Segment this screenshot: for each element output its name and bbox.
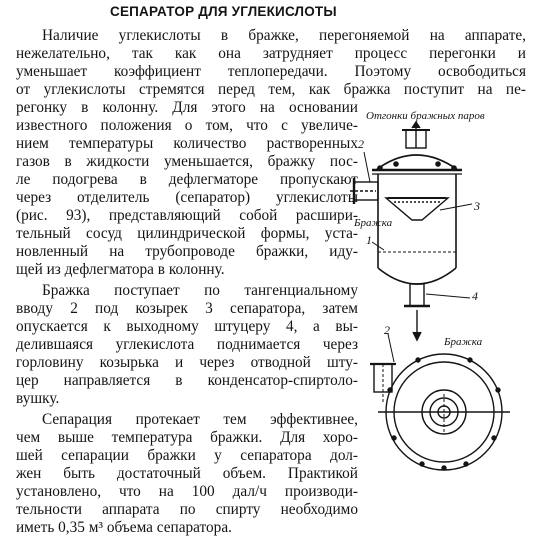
para1-line-2: нежелательно, так как она затрудняет процесс перегонки и [16,45,526,62]
callout-4: 4 [472,289,478,303]
para1-line-1: Наличие углекислоты в бражке, перегоняемой на аппарате, [42,27,526,44]
callout-1: 1 [366,233,372,247]
para1-line-12: тельный сосуд цилиндрической формы, уста- [16,225,358,242]
para2-line-6: цер направляется в конденсатор-спиртоло- [16,372,358,389]
section-title: СЕПАРАТОР ДЛЯ УГЛЕКИСЛОТЫ [110,4,337,19]
para1-line-4: от углекислоты стремятся перед тем, как бражка поступит на пе- [16,81,526,98]
para3-line-6: тельности аппарата по спирту необходимо [16,501,358,518]
para3-line-7: иметь 0,35 м³ объема сепаратора. [16,519,232,536]
callout-2b: 2 [384,323,390,337]
para2-line-3: опускается к выходному штуцеру 4, а вы- [16,318,358,335]
para1-line-13: новленный на трубопроводе бражки, иду- [16,243,358,260]
para3-line-1: Сепарация протекает тем эффективнее, [42,411,358,428]
para1-line-3: уменьшает коэффициент теплопередачи. Поэтому освободиться [16,63,526,80]
para3-line-3: шей сепарации бражки у сепаратора дол- [16,447,358,464]
baffle-cone [386,198,448,220]
para1-line-9: ле подогрева в дефлегматоре пропускают [16,171,358,188]
para2-line-2: вводу 2 под козырек 3 сепаратора, затем [16,300,358,317]
callout-3: 3 [474,199,480,213]
para2-line-1: Бражка поступает по тангенциальному [42,282,358,299]
para1-line-6: известного положения о том, что с увеличе- [16,117,358,134]
para1-line-5: регонку в колонну. Для этого на основании [16,99,358,116]
para1-line-10: через отделитель (сепаратор) углекислоты [16,189,358,206]
para1-line-7: нием температуры количество растворенных [16,135,358,152]
callout-2: 2 [358,137,364,151]
para2-line-7: вушку. [16,390,60,407]
para1-line-8: газов в жидкости уменьшается, бражку пос- [16,153,358,170]
tangential-inlet [350,178,378,204]
vapor-outlet-pipe [402,122,430,148]
plan-view [370,354,510,470]
para3-line-4: жен быть достаточный объем. Практикой [16,465,358,482]
para1-line-11: (рис. 93), представляющий собой расшири- [16,207,358,224]
para2-line-4: делившаяся углекислота поднимается через [16,336,358,353]
label-vapor-outlet: Отгонки бражных паров [366,110,485,122]
para3-line-2: чем выше температура бражки. Для хоро- [16,429,358,446]
label-outlet: Бражка [444,336,483,348]
separator-figure [348,102,542,478]
para2-line-5: горловину козырька и через отводной шту- [16,354,358,371]
bottom-outlet [404,284,430,340]
para1-line-14: щей из дефлегматора в колонну. [16,261,225,278]
label-inlet: Бражка [354,217,393,229]
para3-line-5: установлено, что на 100 дал/ч производи- [16,483,358,500]
